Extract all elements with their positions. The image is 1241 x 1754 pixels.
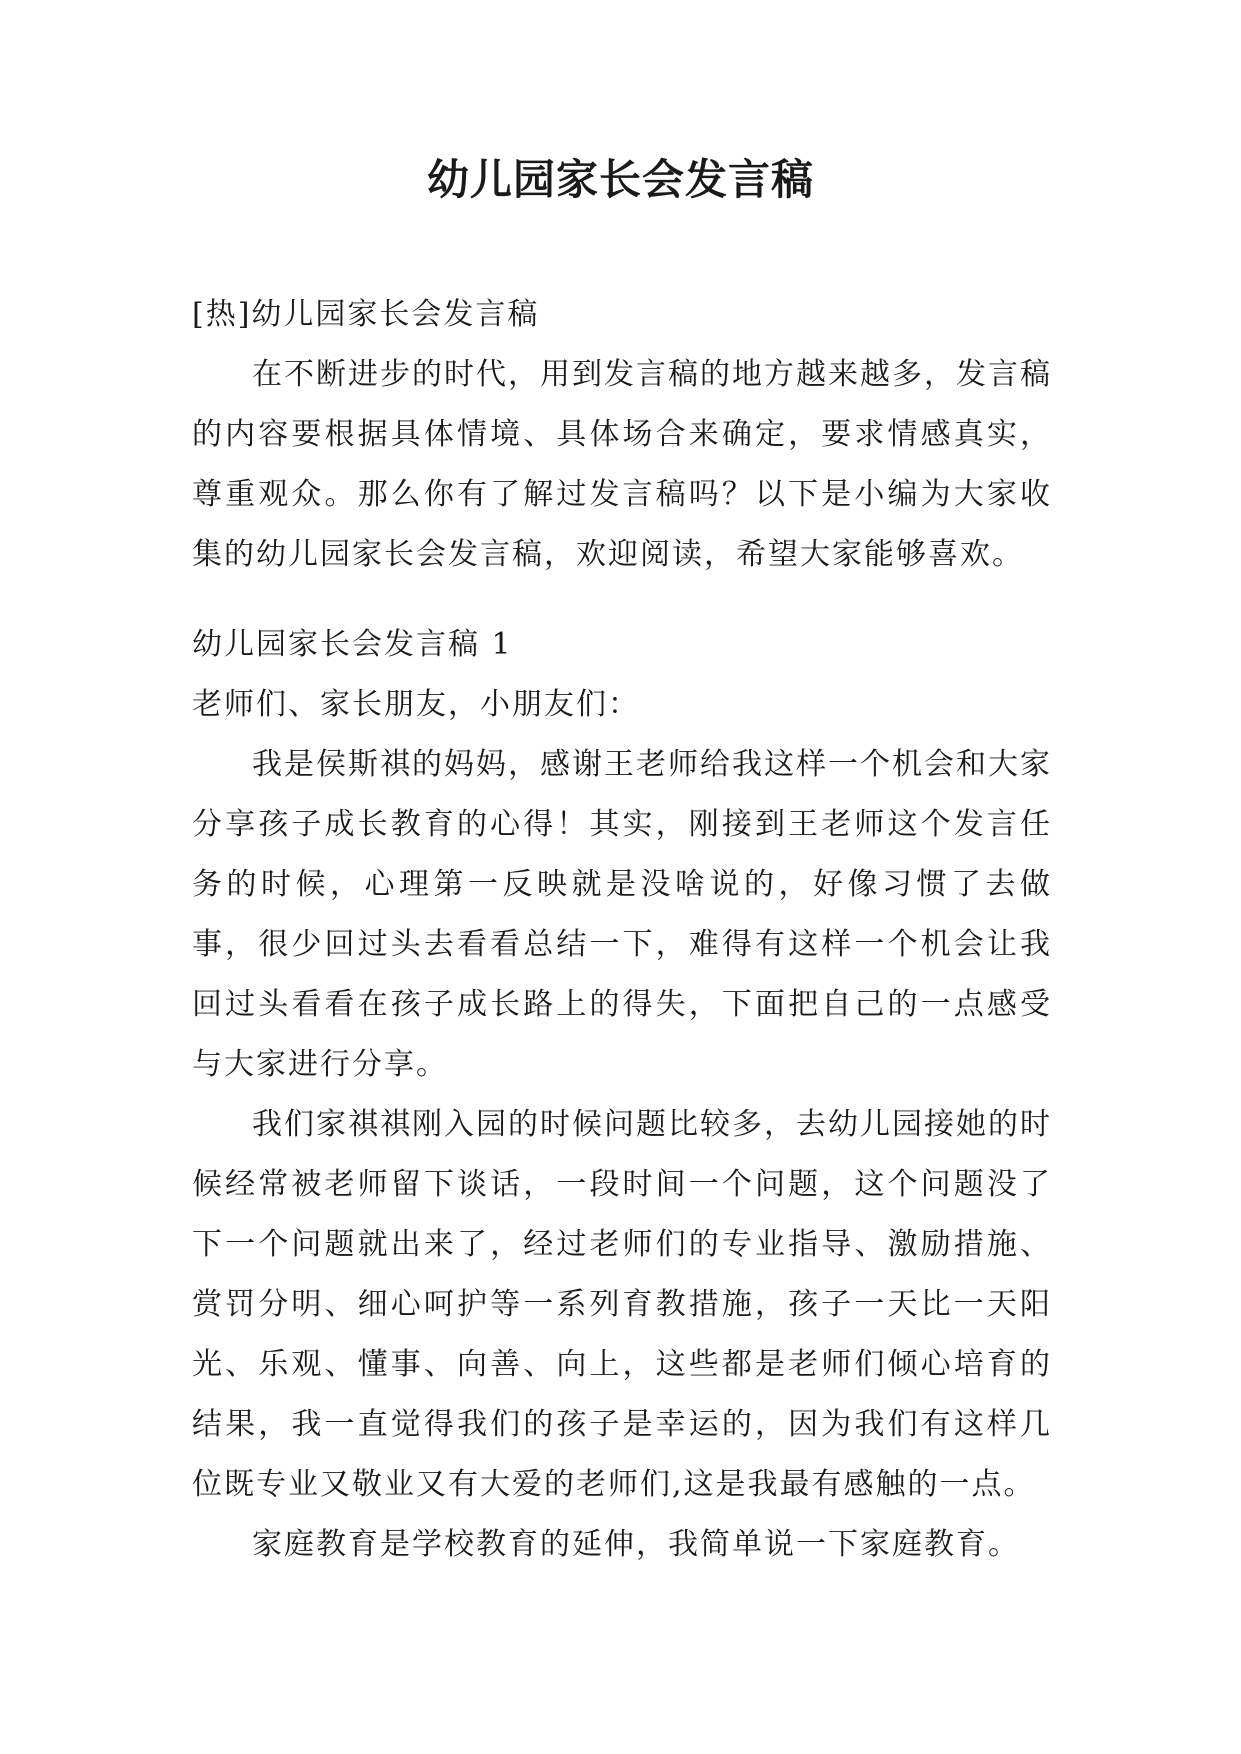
document-title: 幼儿园家长会发言稿 <box>426 155 814 204</box>
body-paragraph: 我们家祺祺刚入园的时候问题比较多，去幼儿园接她的时候经常被老师留下谈话，一段时间一个问题，这个问题没了下一个问题就出来了，经过老师们的专业指导、激励措施、赏罚分明、细心呵护等一系列育教措施，孩子一天比一天阳光、乐观、懂事、向善、向上，这些都是老师们倾心培育的结果，我一直觉得我们的孩子是幸运的，因为我们有这样几位既专业又敬业又有大爱的老师们,这是我最有感触的一点。 <box>192 1107 1052 1502</box>
greeting-line: 老师们、家长朋友，小朋友们： <box>192 687 640 722</box>
document-body <box>192 285 1052 1575</box>
document-subtitle: [热]幼儿园家长会发言稿 <box>192 297 540 332</box>
section-heading: 幼儿园家长会发言稿 1 <box>192 627 513 662</box>
body-paragraph: 家庭教育是学校教育的延伸，我简单说一下家庭教育。 <box>252 1527 1020 1562</box>
section-spacer <box>192 585 1052 615</box>
intro-paragraph: 在不断进步的时代，用到发言稿的地方越来越多，发言稿的内容要根据具体情境、具体场合来确定，要求情感真实，尊重观众。那么你有了解过发言稿吗？以下是小编为大家收集的幼儿园家长会发言稿，欢迎阅读，希望大家能够喜欢。 <box>192 357 1052 572</box>
body-paragraph: 我是侯斯祺的妈妈，感谢王老师给我这样一个机会和大家分享孩子成长教育的心得！其实，刚接到王老师这个发言任务的时候，心理第一反映就是没啥说的，好像习惯了去做事，很少回过头去看看总结一下，难得有这样一个机会让我回过头看看在孩子成长路上的得失，下面把自己的一点感受与大家进行分享。 <box>192 747 1052 1082</box>
